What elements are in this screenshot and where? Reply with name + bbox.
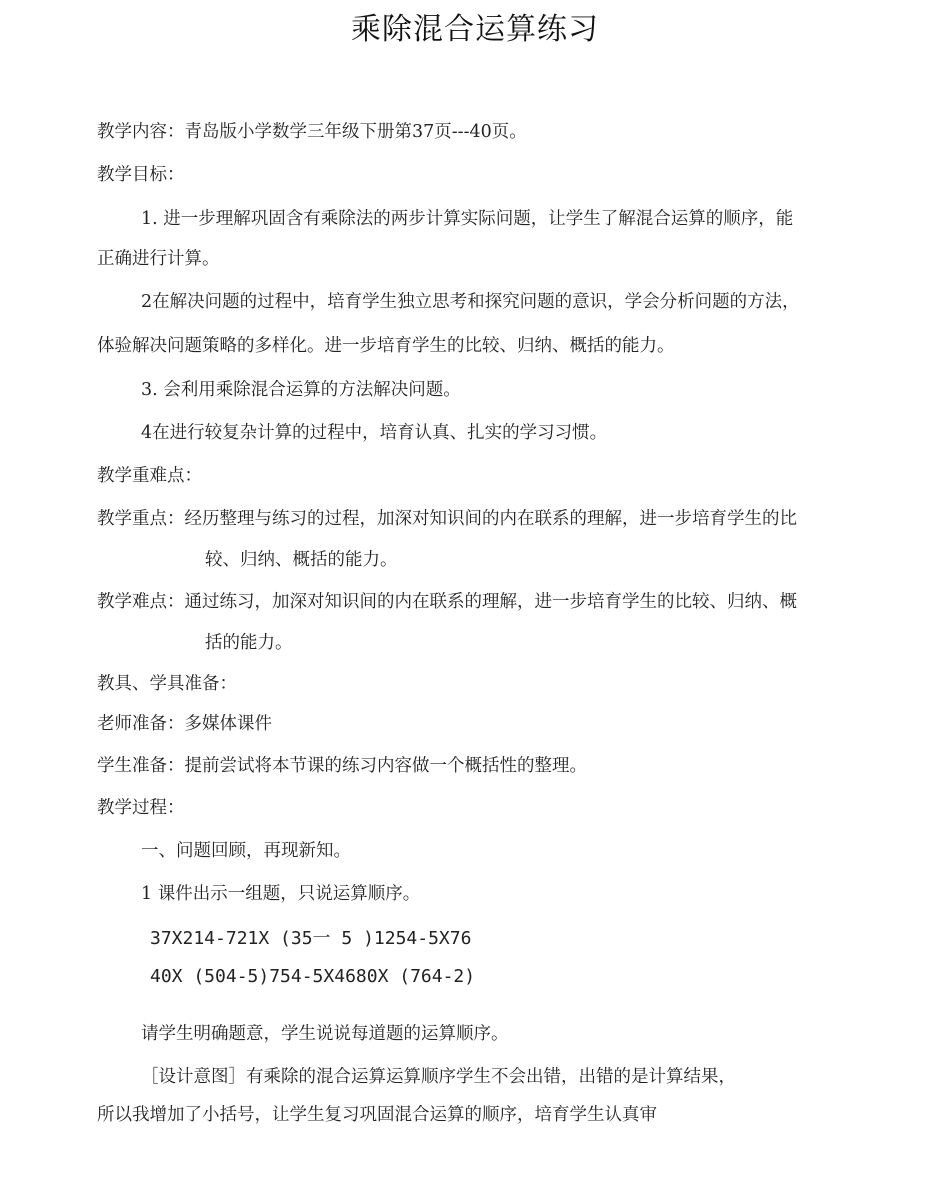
design-intent-line-1: ［设计意图］有乘除的混合运算运算顺序学生不会出错，出错的是计算结果， — [141, 1067, 736, 1087]
step-1: 1 课件出示一组题，只说运算顺序。 — [141, 884, 421, 904]
goals-heading: 教学目标： — [97, 165, 185, 185]
goal-4: 4在进行较复杂计算的过程中，培育认真、扎实的学习习惯。 — [141, 423, 608, 443]
teaching-content: 教学内容：青岛版小学数学三年级下册第37页---40页。 — [97, 122, 527, 142]
expression-row-1: 37X214-721X (35一 5 )1254-5X76 — [150, 928, 472, 949]
preparation-heading: 教具、学具准备： — [97, 674, 237, 694]
teacher-preparation: 老师准备：多媒体课件 — [97, 714, 272, 734]
key-point-line-2: 较、归纳、概括的能力。 — [205, 550, 398, 570]
difficulty-line-2: 括的能力。 — [205, 633, 293, 653]
goal-2-line-1: 2在解决问题的过程中，培育学生独立思考和探究问题的意识，学会分析问题的方法， — [141, 292, 800, 312]
process-heading: 教学过程： — [97, 798, 185, 818]
difficulty-line-1: 教学难点：通过练习，加深对知识间的内在联系的理解，进一步培育学生的比较、归纳、概 — [97, 592, 797, 612]
student-preparation: 学生准备：提前尝试将本节课的练习内容做一个概括性的整理。 — [97, 756, 587, 776]
expression-row-2: 40X (504-5)754-5X4680X (764-2) — [150, 966, 476, 987]
key-difficulty-heading: 教学重难点： — [97, 466, 202, 486]
design-intent-line-2: 所以我增加了小括号，让学生复习巩固混合运算的顺序，培育学生认真审 — [97, 1105, 657, 1125]
ask-students: 请学生明确题意，学生说说每道题的运算顺序。 — [141, 1024, 509, 1044]
section-1-heading: 一、问题回顾，再现新知。 — [141, 841, 351, 861]
document-title: 乘除混合运算练习 — [351, 12, 599, 47]
key-point-line-1: 教学重点：经历整理与练习的过程，加深对知识间的内在联系的理解，进一步培育学生的比 — [97, 509, 797, 529]
goal-1-line-2: 正确进行计算。 — [97, 249, 220, 269]
goal-2-line-2: 体验解决问题策略的多样化。进一步培育学生的比较、归纳、概括的能力。 — [97, 336, 675, 356]
goal-3: 3. 会利用乘除混合运算的方法解决问题。 — [141, 380, 461, 400]
goal-1-line-1: 1. 进一步理解巩固含有乘除法的两步计算实际问题，让学生了解混合运算的顺序，能 — [141, 209, 794, 229]
